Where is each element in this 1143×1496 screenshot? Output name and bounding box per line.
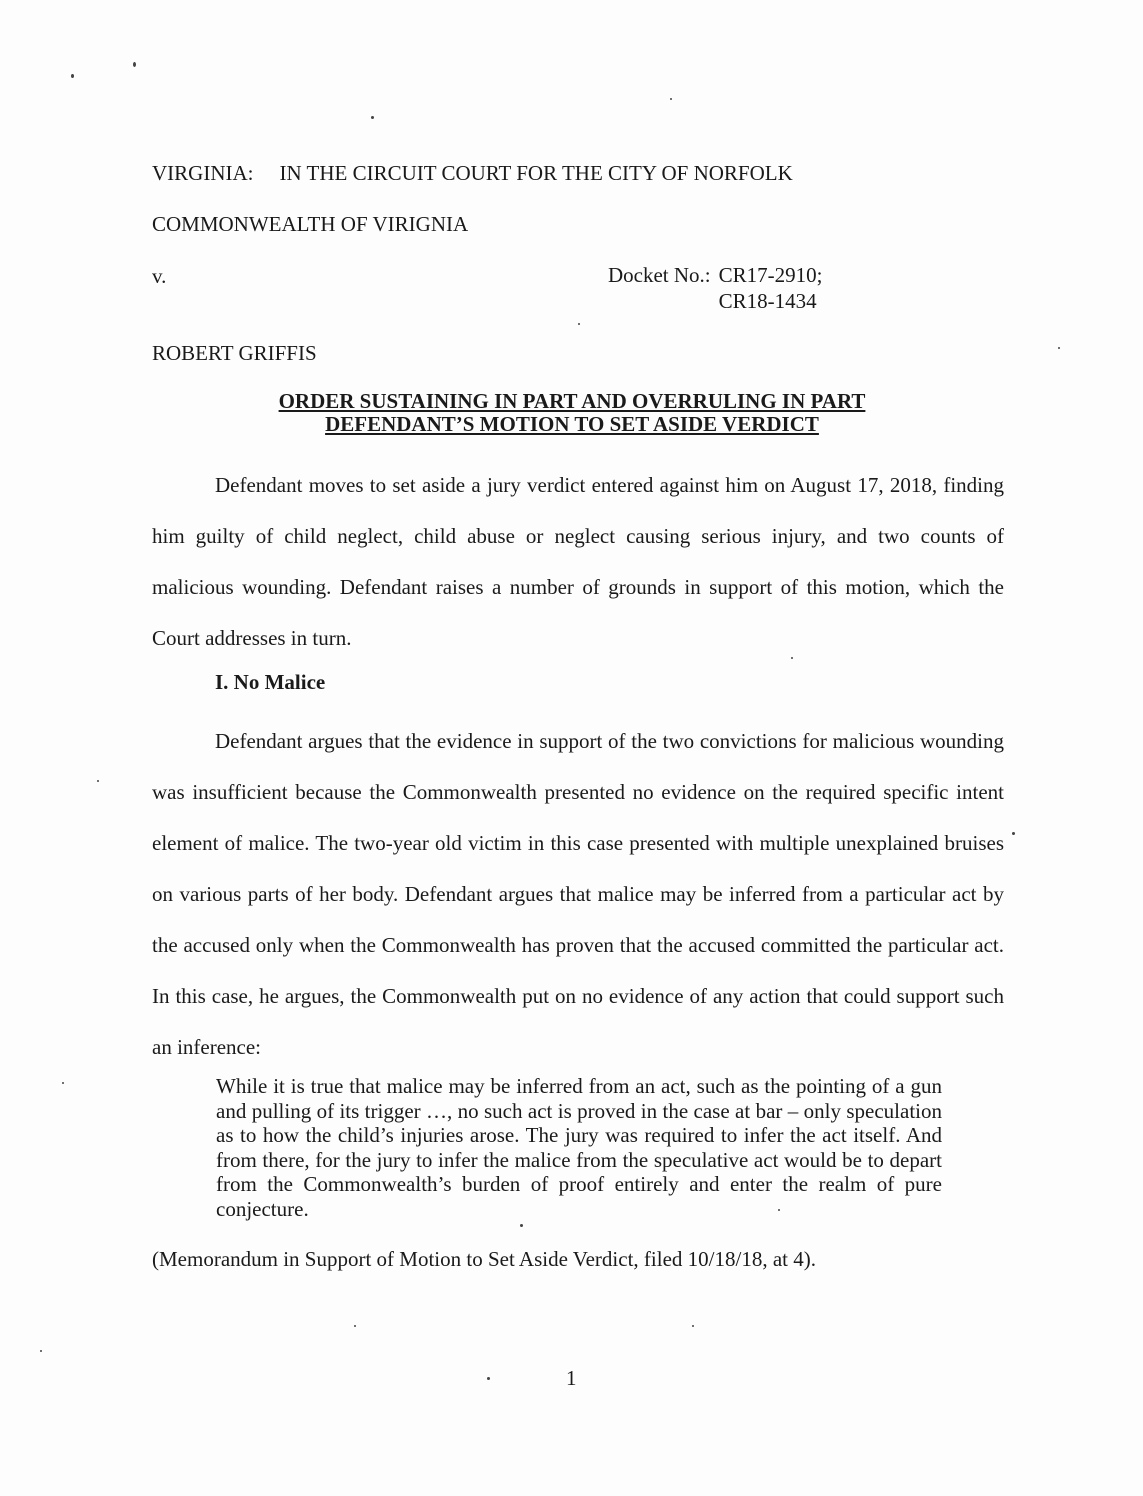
scan-speck bbox=[62, 1082, 64, 1084]
docket-label: Docket No.: bbox=[608, 263, 711, 287]
order-title-line: DEFENDANT’S MOTION TO SET ASIDE VERDICT bbox=[325, 412, 819, 436]
scan-speck bbox=[71, 74, 74, 78]
scan-speck bbox=[133, 62, 136, 67]
court-name: IN THE CIRCUIT COURT FOR THE CITY OF NORFOLK bbox=[279, 161, 793, 185]
plaintiff-name: COMMONWEALTH OF VIRIGNIA bbox=[152, 212, 469, 236]
court-caption bbox=[152, 161, 793, 186]
paragraph-text: Defendant argues that the evidence in support of the two convictions for malicious wounding was insufficient because the Commonwealth presented no evidence on the required specific intent element of malice. The two-year old victim in this case presented with multiple unexplained bruises on various parts of her body. Defendant argues that malice may be inferred from a particular act by the accused only when the Commonwealth has proven that the accused committed the particular act. In this case, he argues, the Commonwealth put on no evidence of any action that could support such an inference: bbox=[152, 729, 1004, 1059]
versus-label: v. bbox=[152, 264, 167, 288]
scan-speck bbox=[1012, 832, 1015, 835]
defendant-name: ROBERT GRIFFIS bbox=[152, 341, 317, 365]
docket-number: CR18-1434 bbox=[718, 289, 817, 313]
paragraph-text: Defendant moves to set aside a jury verdict entered against him on August 17, 2018, finding him guilty of child neglect, child abuse or neglect causing serious injury, and two counts of malicious wounding. Defendant raises a number of grounds in support of this motion, which the Court addresses in turn. bbox=[152, 473, 1004, 650]
scan-speck bbox=[520, 1224, 523, 1227]
scan-speck bbox=[578, 323, 580, 325]
scan-speck bbox=[670, 98, 672, 100]
scan-speck bbox=[97, 780, 99, 782]
scan-speck bbox=[487, 1377, 490, 1380]
docket-block bbox=[608, 262, 823, 314]
section-heading: I. No Malice bbox=[215, 670, 326, 694]
body-paragraph bbox=[152, 460, 1004, 664]
citation: (Memorandum in Support of Motion to Set Aside Verdict, filed 10/18/18, at 4). bbox=[152, 1247, 816, 1271]
scan-speck bbox=[371, 116, 374, 119]
scan-speck bbox=[40, 1350, 42, 1352]
jurisdiction: VIRGINIA: bbox=[152, 161, 254, 185]
order-title-line: ORDER SUSTAINING IN PART AND OVERRULING IN PART bbox=[278, 389, 866, 413]
scan-speck bbox=[692, 1325, 694, 1327]
page-number: 1 bbox=[566, 1366, 577, 1390]
order-title bbox=[152, 390, 992, 436]
scan-speck bbox=[1058, 347, 1060, 349]
block-quote: While it is true that malice may be inferred from an act, such as the pointing of a gun and pulling of its trigger …, no such act is proved in the case at bar – only speculation as to how the child’s injuries arose. The jury was required to infer the act itself. And from there, for the jury to infer the malice from the speculative act would be to depart from the Commonwealth’s burden of proof entirely and enter the realm of pure conjecture. bbox=[216, 1074, 942, 1221]
body-paragraph bbox=[152, 716, 1004, 1073]
scan-speck bbox=[354, 1325, 356, 1327]
docket-number: CR17-2910; bbox=[718, 263, 823, 287]
